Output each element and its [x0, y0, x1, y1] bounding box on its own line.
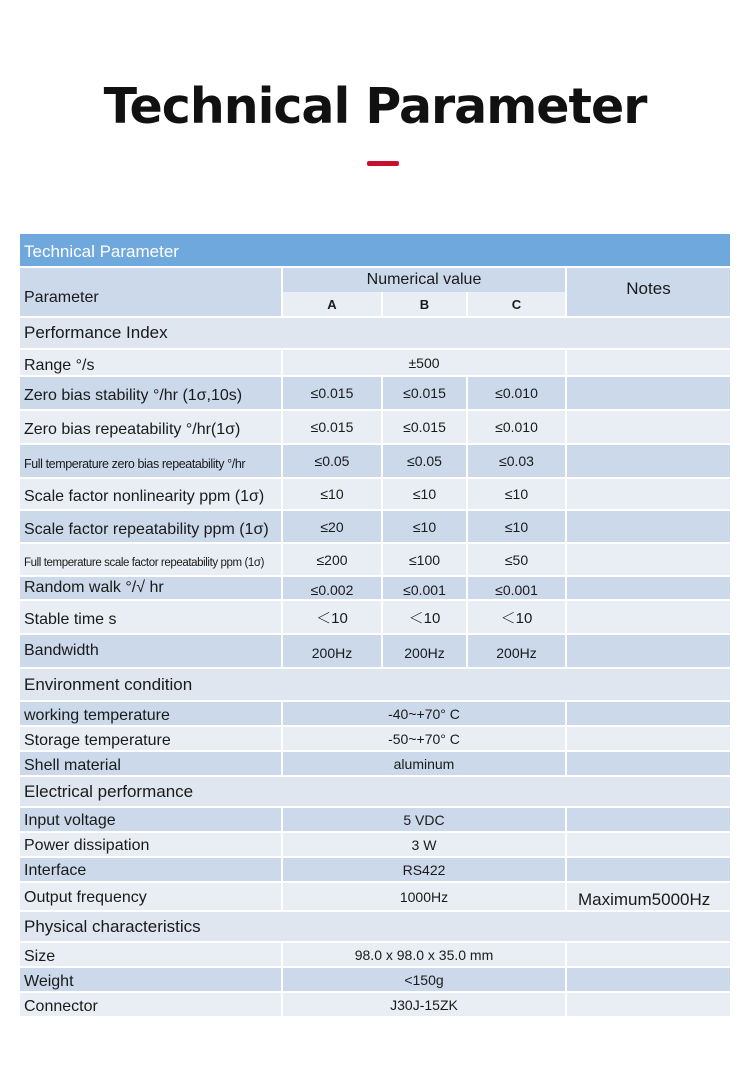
table-row [20, 445, 730, 477]
value-b: ≤0.001 [383, 577, 466, 599]
value-c: ＜10 [468, 601, 565, 633]
row-label: Scale factor nonlinearity ppm (1σ) [20, 479, 281, 509]
row-note [567, 635, 730, 667]
row-label: Power dissipation [20, 833, 281, 856]
header-col-b: B [383, 292, 466, 316]
row-label: Output frequency [20, 883, 281, 910]
value-a: ≤0.015 [283, 411, 381, 443]
table-caption-bar [20, 234, 730, 266]
header-col-a: A [283, 292, 381, 316]
section-title: Performance Index [24, 323, 168, 342]
row-value: -50~+70° C [283, 727, 565, 750]
section-electrical [20, 777, 730, 806]
row-note [567, 377, 730, 409]
row-note [567, 577, 730, 599]
row-note [567, 511, 730, 542]
row-value: 98.0 x 98.0 x 35.0 mm [283, 943, 565, 966]
table-row [20, 411, 730, 443]
row-label: Random walk °/√ hr [20, 577, 281, 599]
value-c: ≤0.010 [468, 411, 565, 443]
row-value: aluminum [283, 752, 565, 775]
row-label: Zero bias repeatability °/hr(1σ) [20, 411, 281, 443]
row-label: Stable time s [20, 601, 281, 633]
row-note [567, 601, 730, 633]
row-value: RS422 [283, 858, 565, 881]
value-a: ≤0.002 [283, 577, 381, 599]
value-a: ≤0.015 [283, 377, 381, 409]
row-note [567, 808, 730, 831]
value-c: ≤10 [468, 511, 565, 542]
row-label: Storage temperature [20, 727, 281, 750]
header-notes: Notes [567, 268, 730, 316]
row-note [567, 968, 730, 991]
title-underline [367, 161, 399, 166]
table-row [20, 968, 730, 991]
table-row [20, 702, 730, 725]
value-a: ＜10 [283, 601, 381, 633]
row-note [567, 350, 730, 375]
table-caption: Technical Parameter [24, 242, 179, 261]
header-numerical-value: Numerical value [283, 268, 565, 292]
value-b: ≤10 [383, 511, 466, 542]
section-title: Electrical performance [24, 781, 194, 801]
row-label: Weight [20, 968, 281, 991]
value-a: ≤0.05 [283, 445, 381, 477]
row-label: Full temperature scale factor repeatability ppm (1σ) [20, 544, 281, 575]
row-label: Connector [20, 993, 281, 1016]
row-value: 1000Hz [283, 883, 565, 910]
table-row [20, 577, 730, 599]
table-row [20, 808, 730, 831]
value-c: ≤10 [468, 479, 565, 509]
row-label: Bandwidth [20, 635, 281, 667]
header-parameter: Parameter [20, 268, 281, 316]
section-performance [20, 318, 730, 348]
row-label: Shell material [20, 752, 281, 775]
page-title: Technical Parameter [103, 78, 647, 135]
table-row [20, 544, 730, 575]
value-a: ≤200 [283, 544, 381, 575]
value-b: 200Hz [383, 635, 466, 667]
table-row [20, 727, 730, 750]
section-title: Environment condition [24, 674, 193, 694]
row-label: Scale factor repeatability ppm (1σ) [20, 511, 281, 542]
table-row [20, 601, 730, 633]
row-note [567, 411, 730, 443]
section-environment [20, 669, 730, 700]
value-b: ≤100 [383, 544, 466, 575]
row-value: <150g [283, 968, 565, 991]
value-c: ≤0.001 [468, 577, 565, 599]
row-value: ±500 [283, 350, 565, 375]
row-note [567, 702, 730, 725]
table-row [20, 858, 730, 881]
row-label: Range °/s [20, 350, 281, 375]
value-b: ≤10 [383, 479, 466, 509]
row-value: 3 W [283, 833, 565, 856]
value-b: ≤0.05 [383, 445, 466, 477]
value-a: 200Hz [283, 635, 381, 667]
row-note: Maximum5000Hz [567, 883, 730, 910]
section-title: Physical characteristics [24, 916, 201, 936]
row-note [567, 752, 730, 775]
table-row [20, 752, 730, 775]
table-row [20, 377, 730, 409]
table-row [20, 511, 730, 542]
row-value: 5 VDC [283, 808, 565, 831]
value-b: ≤0.015 [383, 411, 466, 443]
value-b: ＜10 [383, 601, 466, 633]
row-note [567, 445, 730, 477]
table-row [20, 635, 730, 667]
value-b: ≤0.015 [383, 377, 466, 409]
value-c: ≤50 [468, 544, 565, 575]
row-value: J30J-15ZK [283, 993, 565, 1016]
row-label: Interface [20, 858, 281, 881]
row-note [567, 727, 730, 750]
table-row [20, 350, 730, 375]
table-row [20, 479, 730, 509]
row-note [567, 479, 730, 509]
value-c: 200Hz [468, 635, 565, 667]
row-label: Size [20, 943, 281, 966]
row-note [567, 993, 730, 1016]
row-note [567, 544, 730, 575]
table-row [20, 943, 730, 966]
row-label: working temperature [20, 702, 281, 725]
table-row [20, 993, 730, 1016]
table-row [20, 833, 730, 856]
table-header [20, 268, 730, 316]
value-c: ≤0.03 [468, 445, 565, 477]
section-physical [20, 912, 730, 941]
row-label: Input voltage [20, 808, 281, 831]
header-col-c: C [468, 292, 565, 316]
row-note [567, 858, 730, 881]
value-c: ≤0.010 [468, 377, 565, 409]
row-note [567, 943, 730, 966]
value-a: ≤10 [283, 479, 381, 509]
table-row [20, 883, 730, 910]
row-value: -40~+70° C [283, 702, 565, 725]
row-label: Full temperature zero bias repeatability °/hr [20, 445, 281, 477]
row-note [567, 833, 730, 856]
row-label: Zero bias stability °/hr (1σ,10s) [20, 377, 281, 409]
value-a: ≤20 [283, 511, 381, 542]
